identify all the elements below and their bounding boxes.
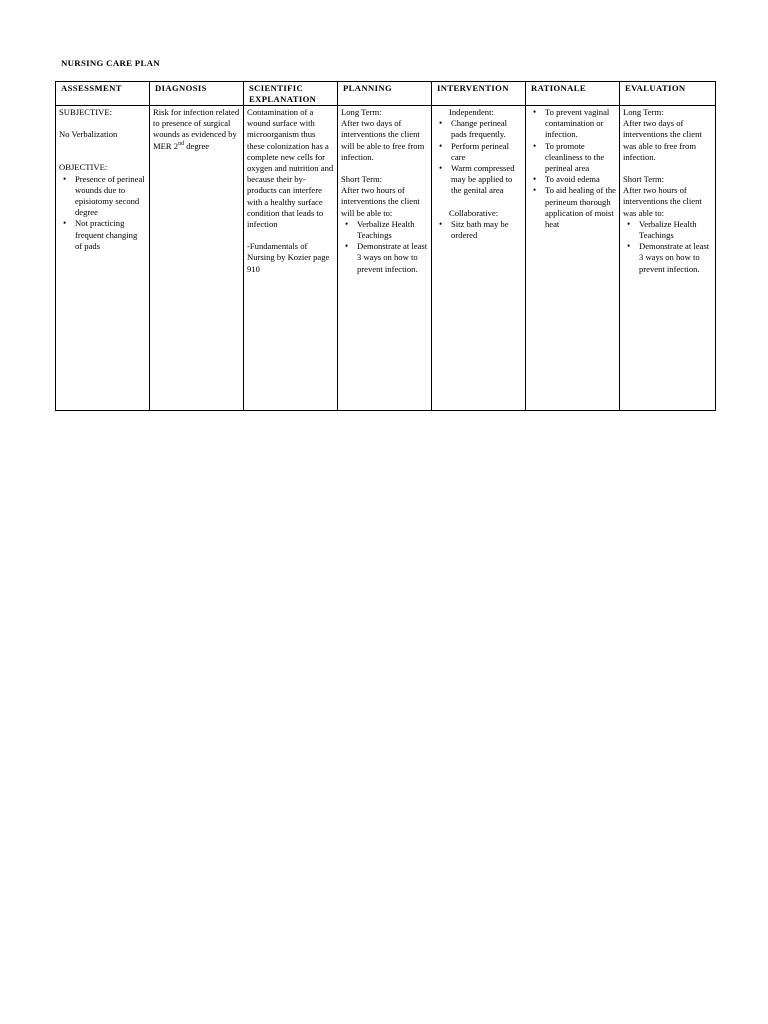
planning-short-text: After two hours of interventions the client will be able to:: [341, 185, 420, 218]
subjective-label: SUBJECTIVE:: [59, 107, 112, 117]
intervention-list: [435, 118, 522, 196]
diagnosis-main: Risk for infection related to presence of surgical wounds as evidenced by MER 2: [153, 107, 240, 151]
header-rationale: RATIONALE: [526, 82, 620, 106]
planning-long-text: After two days of interventions the client will be able to free from infection.: [341, 118, 425, 162]
intervention-item: • Warm compressed may be applied to the genital area: [435, 163, 522, 197]
evaluation-long-text: After two days of interventions the client was able to free from infection.: [623, 118, 702, 162]
header-assessment: ASSESSMENT: [56, 82, 150, 106]
intervention-item: • Perform perineal care: [435, 141, 522, 163]
scientific-cell: [244, 106, 338, 411]
planning-cell: [338, 106, 432, 411]
rationale-item: • To avoid edema: [529, 174, 616, 185]
planning-list: [341, 219, 428, 275]
header-scientific-explanation: SCIENTIFIC EXPLANATION: [244, 82, 338, 106]
rationale-list: [529, 107, 616, 230]
scientific-reference: -Fundamentals of Nursing by Kozier page 910: [247, 241, 330, 274]
header-evaluation: EVALUATION: [620, 82, 716, 106]
collaborative-list: [435, 219, 522, 241]
diagnosis-text: [153, 107, 240, 152]
header-planning: PLANNING: [338, 82, 432, 106]
diagnosis-tail: degree: [184, 140, 210, 151]
planning-long-label: Long Term:: [341, 107, 382, 117]
table-row: [56, 106, 716, 411]
subjective-text: No Verbalization: [59, 129, 118, 140]
evaluation-short-label: Short Term:: [623, 174, 665, 185]
evaluation-cell: [620, 106, 716, 411]
evaluation-list: [623, 219, 712, 275]
planning-item: • Verbalize Health Teachings: [341, 219, 428, 241]
header-row: [56, 82, 716, 106]
diagnosis-cell: [150, 106, 244, 411]
planning-item: • Demonstrate at least 3 ways on how to prevent infection.: [341, 241, 428, 275]
scientific-text: Contamination of a wound surface with microorganism thus these colonization has a complete new cells for oxygen and nutrition and because their by-products can interfere with a healthy surface condition that leads to infection: [247, 107, 334, 230]
header-diagnosis: DIAGNOSIS: [150, 82, 244, 106]
care-plan-table: [55, 81, 716, 411]
evaluation-long-label: Long Term:: [623, 107, 664, 117]
objective-list: [59, 174, 146, 252]
intervention-collaborative-label: Collaborative:: [449, 207, 499, 218]
objective-item: • Not practicing frequent changing of pads: [59, 218, 146, 252]
evaluation-item: • Demonstrate at least 3 ways on how to prevent infection.: [623, 241, 712, 275]
objective-label: OBJECTIVE:: [59, 162, 108, 173]
diagnosis-sup: nd: [178, 140, 185, 147]
page-title: NURSING CARE PLAN: [61, 58, 160, 68]
rationale-cell: [526, 106, 620, 411]
rationale-item: • To prevent vaginal contamination or infection.: [529, 107, 616, 141]
intervention-independent-label: Independent:: [449, 107, 494, 117]
evaluation-item: • Verbalize Health Teachings: [623, 219, 712, 241]
planning-short-label: Short Term:: [341, 174, 383, 185]
collaborative-item: • Sitz bath may be ordered: [435, 219, 522, 241]
rationale-item: • To aid healing of the perineum thorough application of moist heat: [529, 185, 616, 230]
assessment-cell: [56, 106, 150, 411]
intervention-item: • Change perineal pads frequently.: [435, 118, 522, 140]
evaluation-short-text: After two hours of interventions the client was able to:: [623, 185, 702, 218]
header-intervention: INTERVENTION: [432, 82, 526, 106]
intervention-cell: [432, 106, 526, 411]
rationale-item: • To promote cleanliness to the perineal area: [529, 141, 616, 175]
objective-item: • Presence of perineal wounds due to episiotomy second degree: [59, 174, 146, 219]
